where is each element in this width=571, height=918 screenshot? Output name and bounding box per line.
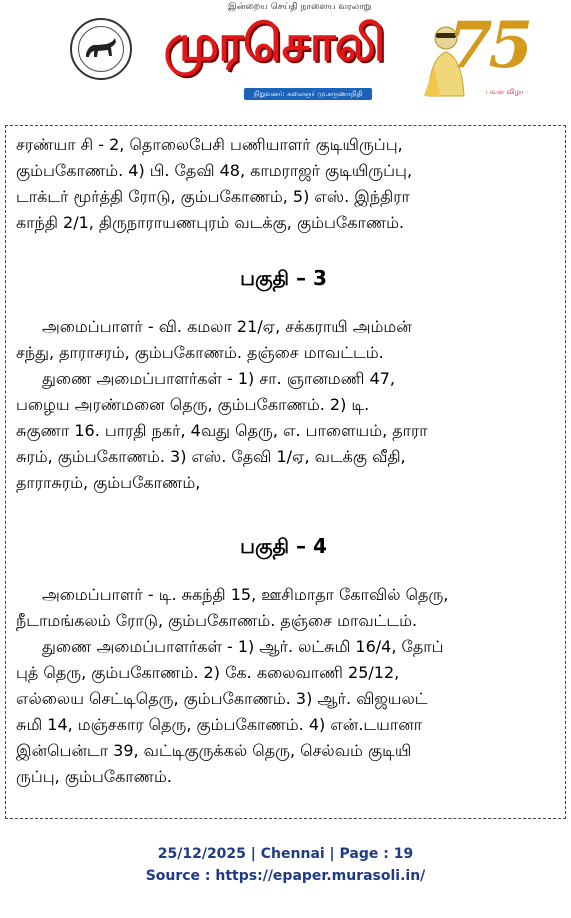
text-line: காந்தி 2/1, திருநாராயணபுரம் வடக்கு, கும்பகோணம். bbox=[16, 213, 405, 232]
text-line: சுமி 14, மஞ்சகார தெரு, கும்பகோணம். 4) என்.டயானா bbox=[16, 715, 423, 734]
text-line: தாராசுரம், கும்பகோணம், bbox=[16, 473, 201, 492]
text-line: புத் தெரு, கும்பகோணம். 2) கே. கலைவாணி 25/12, bbox=[16, 663, 400, 682]
intro-paragraph bbox=[16, 132, 561, 236]
text-line: டாக்டர் மூர்த்தி ரோடு, கும்பகோணம், 5) எஸ். இந்திரா bbox=[16, 187, 410, 206]
text-line: எல்லைய செட்டிதெரு, கும்பகோணம். 3) ஆர். விஜயலட் bbox=[16, 689, 428, 708]
party-emblem-logo bbox=[70, 18, 132, 80]
section-4-heading: பகுதி – 4 bbox=[240, 534, 327, 558]
section-4-organizer bbox=[16, 582, 561, 634]
masthead-tagline: இன்றைய செய்தி நாளைய வரலாறு bbox=[228, 2, 372, 12]
text-line: சுரம், கும்பகோணம். 3) எஸ். தேவி 1/ஏ, வடக்கு வீதி, bbox=[16, 447, 406, 466]
text-line: துணை அமைப்பாளர்கள் - 1) ஆர். லட்சுமி 16/4, தோப் bbox=[42, 637, 444, 656]
section-3-heading: பகுதி – 3 bbox=[240, 266, 327, 290]
section-4-deputies bbox=[16, 634, 561, 790]
text-line: சந்து, தாராசரம், கும்பகோணம். தஞ்சை மாவட்டம். bbox=[16, 343, 384, 362]
newspaper-name-logo: முரசொலி bbox=[163, 13, 385, 72]
text-line: ருப்பு, கும்பகோணம். bbox=[16, 767, 172, 786]
text-line: இன்பென்டா 39, வட்டிகுருக்கல் தெரு, செல்வம் குடியி bbox=[16, 741, 412, 760]
section-3-organizer bbox=[16, 314, 561, 366]
anniversary-caption: பவள விழா bbox=[486, 88, 524, 96]
date-city-page-line: 25/12/2025 | Chennai | Page : 19 bbox=[157, 846, 414, 862]
text-line: சரண்யா சி - 2, தொலைபேசி பணியாளர் குடியிருப்பு, bbox=[16, 135, 403, 154]
text-line: துணை அமைப்பாளர்கள் - 1) சா. ஞானமணி 47, bbox=[42, 369, 396, 388]
article-clipping bbox=[5, 125, 566, 819]
source-url-line: Source : https://epaper.murasoli.in/ bbox=[145, 868, 426, 884]
text-line: கும்பகோணம். 4) பி. தேவி 48, காமராஜர் குடியிருப்பு, bbox=[16, 161, 413, 180]
text-line: பழைய அரண்மனை தெரு, கும்பகோணம். 2) டி. bbox=[16, 395, 370, 414]
founder-line: நிறுவனர்: கலைஞர் மு.கருணாநிதி bbox=[244, 88, 372, 100]
text-line: சுகுணா 16. பாரதி நகர், 4வது தெரு, எ. பாளையம், தாரா bbox=[16, 421, 428, 440]
section-3-deputies bbox=[16, 366, 561, 496]
masthead bbox=[0, 0, 571, 115]
anniversary-number: 75 bbox=[448, 8, 530, 83]
bull-icon bbox=[78, 26, 124, 72]
text-line: அமைப்பாளர் - வி. கமலா 21/ஏ, சக்கராயி அம்மன் bbox=[42, 317, 412, 336]
text-line: அமைப்பாளர் - டி. சுகந்தி 15, ஊசிமாதா கோவில் தெரு, bbox=[42, 585, 449, 604]
text-line: நீடாமங்கலம் ரோடு, கும்பகோணம். தஞ்சை மாவட்டம். bbox=[16, 611, 418, 630]
